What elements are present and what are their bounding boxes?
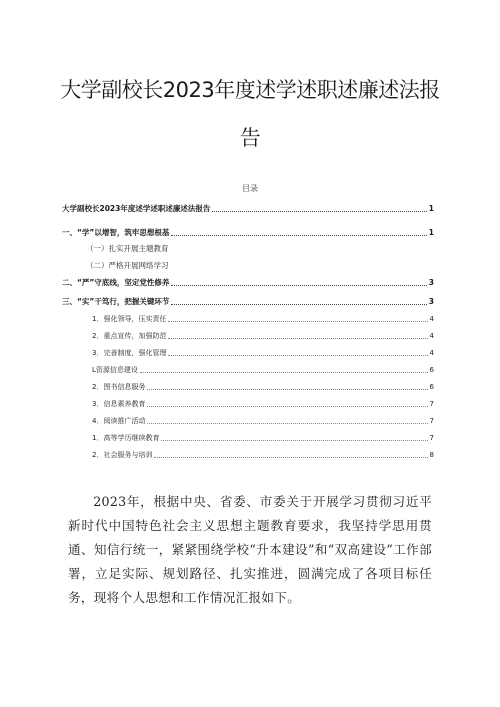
toc-entry-text: 二、“严”守底线，坚定党性修养: [62, 278, 170, 287]
toc-entry-page: 7: [429, 417, 434, 425]
toc-leader: [140, 372, 428, 373]
toc-entry[interactable]: [92, 364, 434, 376]
toc-entry-page: 7: [429, 434, 434, 442]
toc-entry-page: 1: [428, 204, 434, 213]
document-title-continued: 告: [239, 126, 261, 150]
toc-entry-text: 一、“学”以增智，筑牢思想根基: [62, 228, 170, 237]
toc-entry-text: （一）扎实开展主题教育: [86, 244, 169, 253]
toc-entry[interactable]: [62, 203, 434, 215]
toc-entry-page: 3: [428, 278, 434, 287]
toc-entry-page: 3: [428, 297, 434, 306]
toc-entry[interactable]: [92, 347, 434, 359]
toc-entry-page: 6: [429, 366, 434, 374]
toc-entry-text: 1．强化领导，压实责任: [92, 315, 167, 323]
toc-entry-page: 8: [429, 451, 434, 459]
toc-entry[interactable]: [92, 330, 434, 342]
toc-leader: [171, 304, 426, 305]
toc-entry-text: 2．重点宣传，加强防范: [92, 332, 167, 340]
toc-entry[interactable]: [92, 313, 434, 325]
toc-entry[interactable]: [86, 243, 434, 255]
toc-entry-text: 3．信息素养教育: [92, 400, 146, 408]
toc-leader: [147, 423, 427, 424]
toc-entry-page: 7: [429, 400, 434, 408]
toc-entry-text: 4．阅读推广活动: [92, 417, 146, 425]
toc-entry-text: 3．完善制度，强化管理: [92, 349, 167, 357]
toc-leader: [147, 389, 427, 390]
toc-entry-page: 4: [429, 315, 434, 323]
toc-entry[interactable]: [92, 381, 434, 393]
toc-leader: [168, 321, 427, 322]
toc-entry-text: 1．高等学历继续教育: [92, 434, 160, 442]
toc-entry-page: 4: [429, 349, 434, 357]
toc-leader: [154, 457, 427, 458]
toc-leader: [171, 235, 426, 236]
toc-entry[interactable]: [92, 398, 434, 410]
toc-leader: [212, 211, 426, 212]
toc-entry[interactable]: [86, 260, 434, 272]
toc-entry-text: 三、“实”干笃行，把握关键环节: [62, 297, 170, 306]
toc-entry-text: L资源信息建设: [92, 366, 138, 374]
document-title: 大学副校长2023年度述学述职述廉述法报: [60, 78, 440, 102]
toc-entry-page: 4: [429, 332, 434, 340]
toc-entry[interactable]: [92, 449, 434, 461]
toc-heading: 目录: [242, 184, 258, 193]
toc-entry-page: 6: [429, 383, 434, 391]
toc-leader: [171, 285, 426, 286]
toc-entry[interactable]: [92, 415, 434, 427]
toc-entry-text: 2．图书信息服务: [92, 383, 146, 391]
toc-leader: [161, 440, 427, 441]
toc-entry[interactable]: [62, 296, 434, 308]
toc-entry-text: 大学副校长2023年度述学述职述廉述法报告: [62, 204, 211, 213]
toc-entry[interactable]: [92, 432, 434, 444]
body-paragraph: 2023年，根据中央、省委、市委关于开展学习贯彻习近平新时代中国特色社会主义思想主题教育要求，我坚持学思用贯通、知信行统一，紧紧围绕学校“升本建设”和“双高建设”工作部署，立足实际、规划路径、扎实推进，圆满完成了各项目标任务，现将个人思想和工作情况汇报如下。: [68, 494, 432, 605]
toc-leader: [147, 406, 427, 407]
toc-entry-page: 1: [428, 228, 434, 237]
toc-leader: [168, 355, 427, 356]
toc-entry[interactable]: [62, 227, 434, 239]
toc-leader: [168, 338, 427, 339]
toc-entry[interactable]: [62, 277, 434, 289]
toc-entry-text: 2．社会服务与培训: [92, 451, 153, 459]
toc-entry-text: （二）严格开展网络学习: [86, 261, 169, 270]
